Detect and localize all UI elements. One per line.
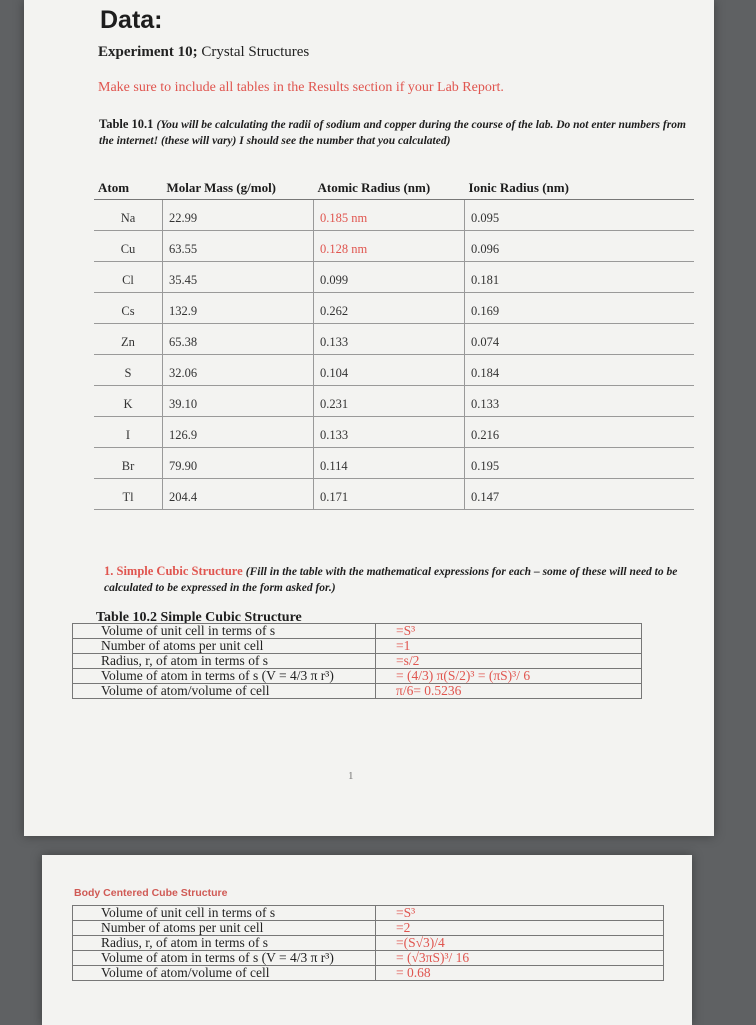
table2-caption: Table 10.2 Simple Cubic Structure: [96, 610, 302, 625]
row-value: =(S√3)/4: [376, 936, 664, 951]
table1-header-3: Ionic Radius (nm): [465, 170, 695, 200]
table-cell: Cu: [94, 231, 163, 262]
row-label: Volume of atom/volume of cell: [73, 684, 376, 699]
table-cell: 126.9: [163, 417, 314, 448]
table-cell: 79.90: [163, 448, 314, 479]
table-cell: 0.095: [465, 200, 695, 231]
table-row: [94, 448, 694, 479]
row-label: Volume of atom/volume of cell: [73, 966, 376, 981]
table-row: [94, 417, 694, 448]
table-cell: 22.99: [163, 200, 314, 231]
table-cell: 39.10: [163, 386, 314, 417]
table-cell: 0.195: [465, 448, 695, 479]
table-cell: 0.074: [465, 324, 695, 355]
experiment-number: Experiment 10;: [98, 44, 198, 60]
table-cell: 0.096: [465, 231, 695, 262]
table-cell: 0.216: [465, 417, 695, 448]
table-row: [94, 479, 694, 510]
experiment-subtitle: [98, 44, 309, 61]
row-value: = (4/3) π(S/2)³ = (πS)³/ 6: [376, 669, 642, 684]
table-cell: K: [94, 386, 163, 417]
page-heading: Data:: [100, 6, 163, 34]
table-row: [73, 906, 664, 921]
table-cell: Br: [94, 448, 163, 479]
table-cell: 35.45: [163, 262, 314, 293]
row-value: =1: [376, 639, 642, 654]
table-row: [94, 231, 694, 262]
simple-cubic-table: [72, 623, 642, 699]
table3-caption: Body Centered Cube Structure: [74, 887, 228, 899]
table-row: [94, 293, 694, 324]
page-number: 1: [348, 770, 354, 782]
document-page-1: [24, 0, 714, 836]
table-cell: S: [94, 355, 163, 386]
row-value: = (√3πS)³/ 16: [376, 951, 664, 966]
table-row: [94, 262, 694, 293]
table-cell: 0.181: [465, 262, 695, 293]
table1-header-2: Atomic Radius (nm): [314, 170, 465, 200]
table-row: [73, 921, 664, 936]
table-cell: 0.133: [314, 417, 465, 448]
row-value: =S³: [376, 906, 664, 921]
section-number: 1.: [104, 564, 114, 578]
table-row: [73, 624, 642, 639]
section-simple-cubic: [104, 564, 704, 596]
table-cell: 0.185 nm: [314, 200, 465, 231]
table-cell: I: [94, 417, 163, 448]
table-cell: Cs: [94, 293, 163, 324]
table-row: [73, 654, 642, 669]
row-label: Number of atoms per unit cell: [73, 639, 376, 654]
table-row: [94, 324, 694, 355]
table1-header-0: Atom: [94, 170, 163, 200]
table-row: [73, 684, 642, 699]
table-cell: 65.38: [163, 324, 314, 355]
table-row: [73, 951, 664, 966]
row-value: = 0.68: [376, 966, 664, 981]
table-cell: 0.133: [314, 324, 465, 355]
section-title: Simple Cubic Structure: [116, 564, 243, 578]
row-label: Volume of unit cell in terms of s: [73, 624, 376, 639]
table-cell: 0.171: [314, 479, 465, 510]
table-row: [94, 200, 694, 231]
row-label: Volume of atom in terms of s (V = 4/3 π r³): [73, 951, 376, 966]
table-cell: 0.231: [314, 386, 465, 417]
table-cell: 204.4: [163, 479, 314, 510]
table-cell: Cl: [94, 262, 163, 293]
row-value: π/6= 0.5236: [376, 684, 642, 699]
table-cell: 0.114: [314, 448, 465, 479]
section-instructions: (Fill in the table with the mathematical expressions for each – some of these will need to be calculated to be expressed in the form asked for.): [104, 566, 678, 594]
table-cell: 63.55: [163, 231, 314, 262]
table-cell: 0.128 nm: [314, 231, 465, 262]
table-row: [73, 936, 664, 951]
table-cell: 0.147: [465, 479, 695, 510]
row-value: =S³: [376, 624, 642, 639]
table-row: [94, 355, 694, 386]
atomic-data-table: [94, 170, 694, 510]
table-cell: 0.184: [465, 355, 695, 386]
table-cell: 0.104: [314, 355, 465, 386]
row-value: =2: [376, 921, 664, 936]
row-label: Radius, r, of atom in terms of s: [73, 654, 376, 669]
table1-caption-instructions: (You will be calculating the radii of sodium and copper during the course of the lab. Do not enter numbers from the internet! (these will vary) I should see the number that you calculated): [99, 119, 686, 147]
table-cell: Zn: [94, 324, 163, 355]
row-label: Volume of atom in terms of s (V = 4/3 π r³): [73, 669, 376, 684]
row-label: Number of atoms per unit cell: [73, 921, 376, 936]
table-cell: 0.262: [314, 293, 465, 324]
table-cell: Tl: [94, 479, 163, 510]
table-cell: 0.169: [465, 293, 695, 324]
instruction-note: Make sure to include all tables in the Results section if your Lab Report.: [98, 80, 504, 95]
row-label: Volume of unit cell in terms of s: [73, 906, 376, 921]
row-value: =s/2: [376, 654, 642, 669]
table-cell: 32.06: [163, 355, 314, 386]
table-cell: 0.133: [465, 386, 695, 417]
row-label: Radius, r, of atom in terms of s: [73, 936, 376, 951]
table-cell: Na: [94, 200, 163, 231]
table-cell: 0.099: [314, 262, 465, 293]
experiment-title: Crystal Structures: [197, 44, 310, 60]
table-cell: 132.9: [163, 293, 314, 324]
table1-caption: [99, 117, 689, 149]
table1-header-1: Molar Mass (g/mol): [163, 170, 314, 200]
table-row: [94, 386, 694, 417]
table-row: [73, 966, 664, 981]
body-centered-cube-table: [72, 905, 664, 981]
table-row: [73, 669, 642, 684]
table1-caption-label: Table 10.1: [99, 117, 154, 131]
table-row: [73, 639, 642, 654]
document-page-2: [42, 855, 692, 1025]
